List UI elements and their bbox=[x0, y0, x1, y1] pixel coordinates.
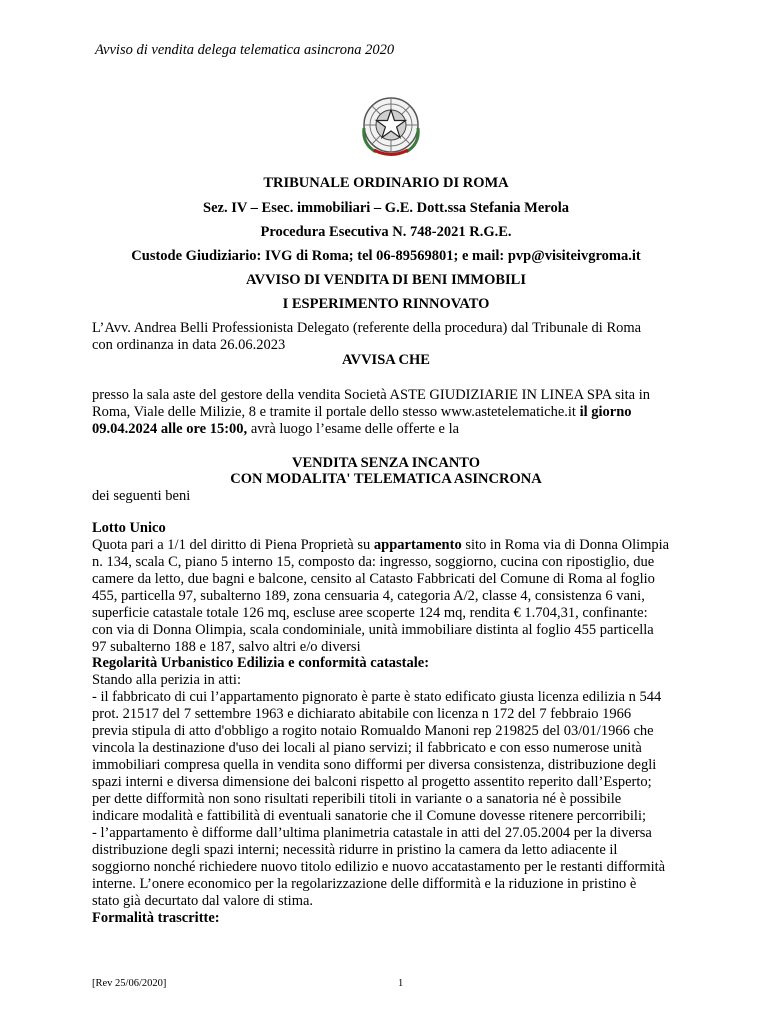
urban-line: - il fabbricato di cui l’appartamento pignorato è parte è stato edificato giusta licenza edilizia n 544 bbox=[92, 689, 662, 705]
lot-line: con via di Donna Olimpia, scala condominiale, unità immobiliare distinta al foglio 455 particella bbox=[92, 622, 654, 638]
urban-line: - l’appartamento è difforme dall’ultima planimetria catastale in atti del 27.05.2004 per la diversa bbox=[92, 825, 652, 841]
urban-compliance-title: Regolarità Urbanistico Edilizia e conformità catastale: bbox=[92, 655, 430, 671]
italian-republic-emblem-icon bbox=[356, 92, 426, 162]
urban-line: spazi interni e diversa dimensione dei balconi rispetto al progetto assentito reperito dall’Esperto; bbox=[92, 774, 652, 790]
formalities-title: Formalità trascritte: bbox=[92, 910, 220, 926]
urban-line: immobiliari compresa quella in vendita sono difformi per diversa consistenza, distribuzione degli bbox=[92, 757, 657, 773]
court-name: TRIBUNALE ORDINARIO DI ROMA bbox=[263, 175, 509, 191]
intro-line: L’Avv. Andrea Belli Professionista Delegato (referente della procedura) dal Tribunale di Roma bbox=[92, 320, 642, 336]
page-number: 1 bbox=[398, 978, 404, 989]
urban-line: Stando alla perizia in atti: bbox=[92, 672, 241, 688]
urban-line: previa stipula di atto d'obbligo a rogito notaio Romualdo Manoni rep 219825 del 03/01/1966 che bbox=[92, 723, 654, 739]
urban-line: per dette difformità non sono risultati reperibili titoli in variante o a sanatoria né è possibile bbox=[92, 791, 622, 807]
goods-intro: dei seguenti beni bbox=[92, 488, 191, 504]
auction-date: 09.04.2024 alle ore 15:00, bbox=[92, 421, 248, 437]
lot-line: superficie catastale totale 126 mq, escluse aree scoperte 124 mq, rendita € 1.704,31, confinante: bbox=[92, 605, 648, 621]
urban-line: soggiorno nonché richiedere nuovo titolo edilizio e nuovo accatastamento per le restanti difformità bbox=[92, 859, 666, 875]
notice-title: AVVISO DI VENDITA DI BENI IMMOBILI bbox=[246, 272, 526, 288]
urban-line: prot. 21517 del 7 settembre 1963 e dichiarato abitabile con licenza n 172 del 7 febbraio 1966 bbox=[92, 706, 632, 722]
sale-mode: CON MODALITA' TELEMATICA ASINCRONA bbox=[230, 471, 542, 487]
sale-title: VENDITA SENZA INCANTO bbox=[291, 455, 480, 471]
urban-line: stato già decurtato dal valore di stima. bbox=[92, 893, 314, 909]
venue-line bbox=[92, 421, 698, 438]
avvisa-che-heading: AVVISA CHE bbox=[342, 352, 430, 368]
custodian-contact: Custode Giudiziario: IVG di Roma; tel 06-89569801; e mail: pvp@visiteivgroma.it bbox=[131, 248, 641, 264]
lot-line: camere da letto, due bagni e balcone, censito al Catasto Fabbricati del Comune di Roma al foglio bbox=[92, 571, 655, 587]
venue-date-label: il giorno bbox=[579, 404, 632, 420]
lot-text: sito in Roma via di Donna Olimpia bbox=[461, 537, 670, 553]
lot-line: 455, particella 97, subalterno 189, zona censuaria 4, categoria A/2, classe 4, consistenza 6 vani, bbox=[92, 588, 645, 604]
urban-line: indicare modalità e fattibilità di eventuali sanatorie che il Comune dovesse ritenere percorribili; bbox=[92, 808, 647, 824]
revision-footer: [Rev 25/06/2020] bbox=[92, 978, 167, 989]
lot-title: Lotto Unico bbox=[92, 520, 166, 536]
venue-paragraph bbox=[92, 387, 698, 438]
intro-line: con ordinanza in data 26.06.2023 bbox=[92, 337, 286, 353]
urban-compliance-text bbox=[92, 672, 698, 910]
running-header: Avviso di vendita delega telematica asincrona 2020 bbox=[95, 42, 395, 58]
intro-paragraph bbox=[92, 320, 698, 354]
lot-property-type: appartamento bbox=[373, 537, 462, 553]
venue-line: presso la sala aste del gestore della vendita Società ASTE GIUDIZIARIE IN LINEA SPA sita in bbox=[92, 387, 651, 403]
experiment-title: I ESPERIMENTO RINNOVATO bbox=[282, 296, 490, 312]
venue-line bbox=[92, 404, 698, 421]
urban-line: interne. L’onere economico per la regolarizzazione delle difformità e la riduzione in pristino è bbox=[92, 876, 637, 892]
urban-line: distribuzione degli spazi interni; necessità ridurre in pristino la camera da letto adiacente il bbox=[92, 842, 618, 858]
lot-line bbox=[92, 537, 698, 554]
venue-text: Roma, Viale delle Milizie, 8 e tramite il portale dello stesso www.astetelematiche.it bbox=[92, 404, 580, 420]
court-section: Sez. IV – Esec. immobiliari – G.E. Dott.ssa Stefania Merola bbox=[203, 200, 569, 216]
urban-line: vincola la destinazione d'uso dei locali al piano servizi; il fabbricato e con esso numerose unità bbox=[92, 740, 642, 756]
venue-text: avrà luogo l’esame delle offerte e la bbox=[247, 421, 460, 437]
lot-line: n. 134, scala C, piano 5 interno 15, composto da: ingresso, soggiorno, cucina con ripostiglio, due bbox=[92, 554, 655, 570]
lot-description bbox=[92, 537, 698, 656]
lot-text: Quota pari a 1/1 del diritto di Piena Proprietà su bbox=[92, 537, 374, 553]
procedure-number: Procedura Esecutiva N. 748-2021 R.G.E. bbox=[260, 224, 512, 240]
lot-line: 97 subalterno 188 e 187, salvo altri e/o diversi bbox=[92, 639, 361, 655]
